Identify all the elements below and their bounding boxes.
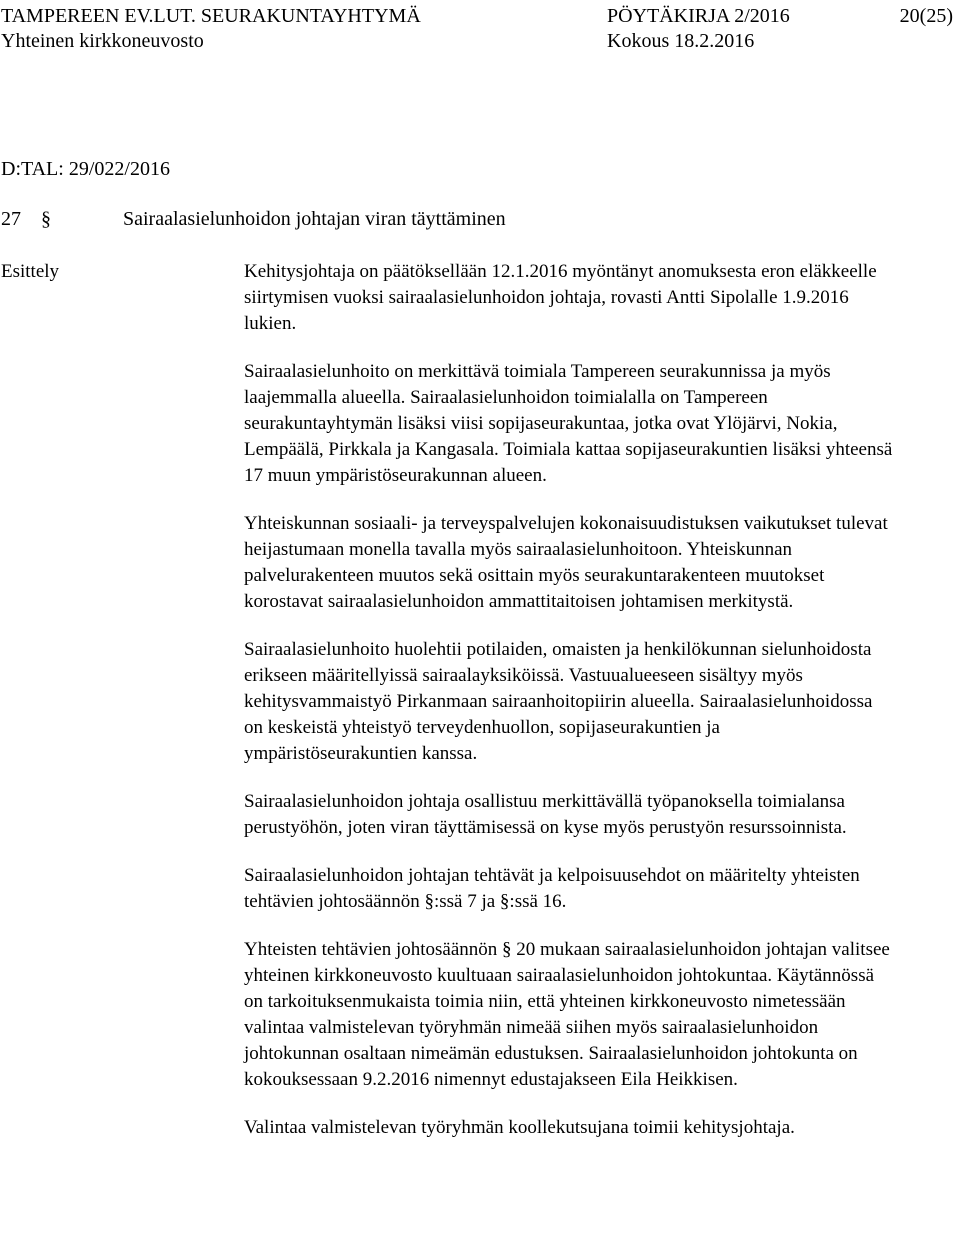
organization-name: TAMPEREEN EV.LUT. SEURAKUNTAYHTYMÄ	[1, 5, 421, 27]
paragraph: Valintaa valmistelevan työryhmän koollekutsujana toimii kehitysjohtaja.	[244, 1117, 795, 1138]
section-sign: §	[41, 208, 51, 230]
paragraph: Sairaalasielunhoidon johtaja osallistuu merkittävällä työpanoksella toimialansa perustyöhön, joten viran täyttämisessä on kyse myös perustyön resurssoinnista.	[244, 791, 847, 838]
presentation-body	[244, 259, 896, 1163]
paragraph: Kehitysjohtaja on päätöksellään 12.1.2016 myöntänyt anomuksesta eron eläkkeelle siirtymisen vuoksi sairaalasielunhoidon johtaja, rovasti Antti Sipolalle 1.9.2016 lukien.	[244, 261, 877, 334]
paragraph: Sairaalasielunhoito huolehtii potilaiden, omaisten ja henkilökunnan sielunhoidosta erikseen määritellyissä sairaalayksiköissä. Vastuualueeseen sisältyy myös kehitysvammaistyö Pirkanmaan sairaanhoitopiirin alueella. Sairaalasielunhoidossa on keskeistä yhteistyö terveydenhuollon, sopijaseurakuntien ja ympäristöseurakuntien kanssa.	[244, 639, 873, 764]
meeting-date: Kokous 18.2.2016	[607, 30, 755, 52]
section-number: 27	[1, 208, 21, 230]
paragraph: Sairaalasielunhoidon johtajan tehtävät ja kelpoisuusehdot on määritelty yhteisten tehtävien johtosäännön §:ssä 7 ja §:ssä 16.	[244, 865, 860, 912]
page-number: 20(25)	[899, 5, 953, 27]
paragraph: Yhteiskunnan sosiaali- ja terveyspalvelujen kokonaisuudistuksen vaikutukset tulevat heijastumaan monella tavalla myös sairaalasielunhoitoon. Yhteiskunnan palvelurakenteen muutos sekä osittain myös seurakuntarakenteen muutokset korostavat sairaalasielunhoidon ammattitaitoisen johtamisen merkitystä.	[244, 513, 888, 612]
governing-body: Yhteinen kirkkoneuvosto	[1, 30, 204, 52]
page-header-bottom	[0, 28, 960, 54]
section-title: Sairaalasielunhoidon johtajan viran täyttäminen	[123, 208, 506, 230]
presentation-label: Esittely	[1, 261, 60, 282]
paragraph: Sairaalasielunhoito on merkittävä toimiala Tampereen seurakunnissa ja myös laajemmalla alueella. Sairaalasielunhoidon toimialalla on Tampereen seurakuntayhtymän lisäksi viisi sopijaseurakuntaa, jotka ovat Ylöjärvi, Nokia, Lempäälä, Pirkkala ja Kangasala. Toimiala kattaa sopijaseurakuntien lisäksi yhteensä 17 muun ympäristöseurakunnan alueen.	[244, 361, 893, 486]
document-type: PÖYTÄKIRJA 2/2016	[607, 5, 790, 27]
section-heading	[1, 206, 901, 232]
paragraph: Yhteisten tehtävien johtosäännön § 20 mukaan sairaalasielunhoidon johtajan valitsee yhteinen kirkkoneuvosto kuultuaan sairaalasielunhoidon johtokuntaa. Käytännössä on tarkoituksenmukaista toimia niin, että yhteinen kirkkoneuvosto nimetessään valintaa valmistelevan työryhmän nimeää siihen myös sairaalasielunhoidon johtokunnan osaltaan nimeämän edustuksen. Sairaalasielunhoidon johtokunta on kokouksessaan 9.2.2016 nimennyt edustajakseen Eila Heikkisen.	[244, 939, 890, 1090]
page-header-top	[0, 3, 960, 29]
record-number: D:TAL: 29/022/2016	[1, 158, 170, 180]
